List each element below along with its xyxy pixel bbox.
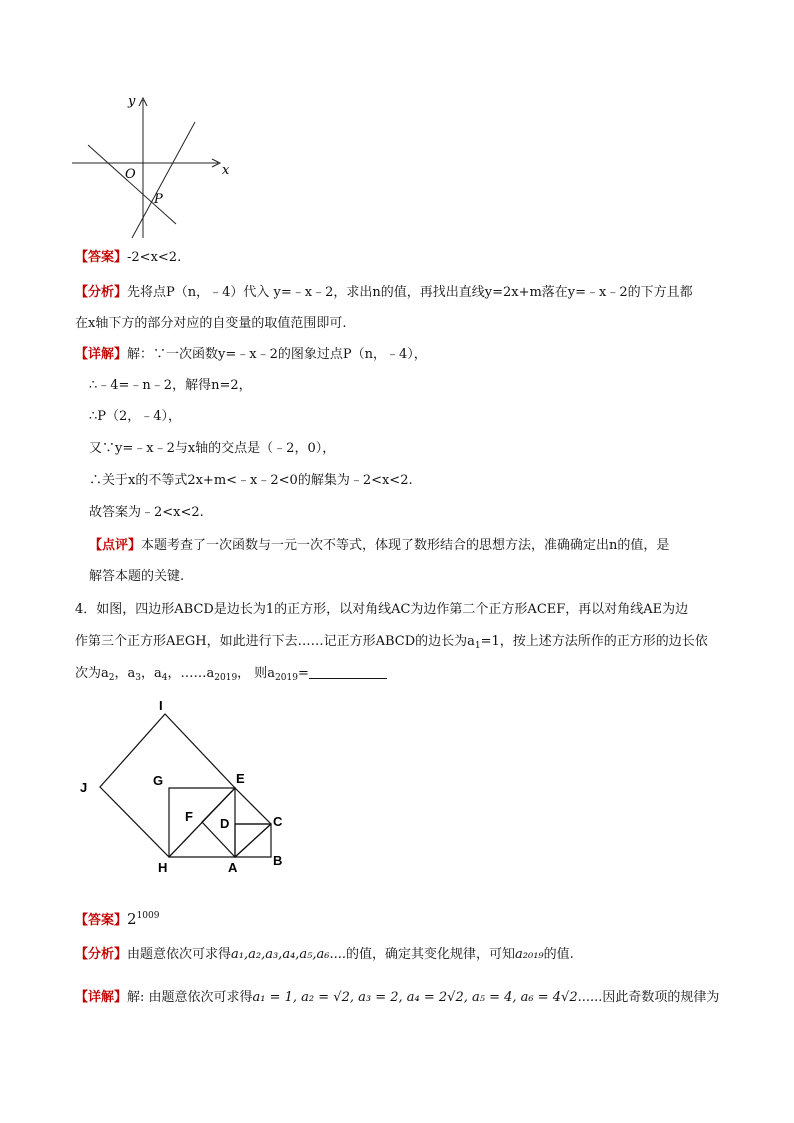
analysis-target: a₂₀₁₉ — [515, 947, 544, 962]
q4-seq-s3: 3 — [135, 673, 141, 683]
analysis-tag: 【分析】 — [75, 285, 128, 300]
analysis-post: 的值. — [543, 947, 574, 962]
origin-label: O — [125, 167, 136, 182]
q4-line2-post: =1，按上述方法所作的正方形的边长依 — [480, 634, 708, 649]
q4-seq-d: ，……a — [167, 666, 215, 681]
q4-seq-e: ， 则a — [237, 666, 276, 681]
q3-detail-line4: 又∵y=﹣x﹣2与x轴的交点是（﹣2，0）， — [89, 441, 336, 456]
label-c: C — [273, 814, 283, 829]
q3-detail-line2: ∴﹣4=﹣n﹣2，解得n=2， — [89, 378, 252, 393]
q4-question-line3 — [75, 664, 387, 688]
analysis-text-1: 先将点P（n，﹣4）代入 y=﹣x﹣2，求出n的值，再找出直线y=2x+m落在y=﹣x﹣2的下方且都 — [127, 285, 693, 300]
q4-seq-s4: 4 — [161, 673, 168, 683]
answer-tag: 【答案】 — [75, 250, 128, 265]
q3-detail-line6: 故答案为﹣2<x<2. — [89, 505, 204, 520]
q3-answer — [75, 248, 181, 268]
label-b: B — [273, 853, 283, 868]
q4-detail — [75, 988, 719, 1008]
q3-detail-line5: ∴关于x的不等式2x+m<﹣x﹣2<0的解集为﹣2<x<2. — [89, 473, 413, 488]
q4-question-line2 — [75, 632, 708, 656]
label-a: A — [228, 860, 238, 875]
detail-math: a₁ = 1, a₂ = √2, a₃ = 2, a₄ = 2√2, a₅ = 4, a₆ = 4√2...... — [252, 990, 603, 1005]
q4-seq-s2019b: 2019 — [275, 673, 298, 683]
q3-comment-line1 — [89, 536, 669, 556]
q3-detail-line1 — [75, 345, 427, 365]
point-p-label: P — [154, 192, 163, 207]
q3-comment-line2: 解答本题的关键. — [89, 569, 185, 584]
label-i: I — [159, 698, 163, 713]
q3-analysis-line2: 在x轴下方的部分对应的自变量的取值范围即可. — [75, 316, 347, 331]
comment-text-1: 本题考查了一次函数与一元一次不等式，体现了数形结合的思想方法，准确确定出n的值，是 — [141, 538, 670, 553]
label-d: D — [220, 816, 230, 831]
q4-answer — [75, 906, 159, 931]
q4-seq-f: = — [297, 666, 309, 681]
analysis-mid: 的值，确定其变化规律，可知 — [346, 947, 516, 962]
comment-tag: 【点评】 — [89, 538, 142, 553]
q3-detail-line3: ∴P（2，﹣4）， — [89, 409, 182, 424]
detail-tag: 【详解】 — [75, 990, 128, 1005]
detail-tag: 【详解】 — [75, 347, 128, 362]
analysis-tag: 【分析】 — [75, 947, 128, 962]
x-axis-label: x — [222, 163, 230, 178]
answer-tag: 【答案】 — [75, 913, 128, 928]
q4-analysis — [75, 945, 574, 965]
coordinate-graph-figure — [68, 92, 238, 242]
analysis-pre: 由题意依次可求得 — [127, 947, 232, 962]
analysis-sequence: a₁,a₂,a₃,a₄,a₅,a₆.... — [231, 947, 346, 962]
label-g: G — [153, 773, 164, 788]
q4-seq-a: 次为a — [75, 666, 109, 681]
q3-analysis-line1 — [75, 283, 693, 303]
q4-question-line1: 4．如图，四边形ABCD是边长为1的正方形，以对角线AC为边作第二个正方形ACEF，再以对角线AE为边 — [75, 602, 689, 617]
label-e: E — [236, 771, 245, 786]
label-f: F — [185, 809, 193, 824]
answer-text: -2<x<2. — [127, 250, 182, 265]
q4-line2-pre: 作第三个正方形AEGH，如此进行下去……记正方形ABCD的边长为a — [75, 634, 475, 649]
q4-seq-b: ，a — [114, 666, 136, 681]
q4-seq-s2: 2 — [108, 673, 115, 683]
answer-base: 2 — [127, 910, 137, 928]
answer-exponent: 1009 — [136, 911, 160, 921]
q4-line2-sub: 1 — [474, 641, 481, 651]
nested-squares-figure — [72, 698, 302, 880]
answer-blank[interactable] — [309, 664, 387, 679]
q4-seq-s2019: 2019 — [214, 673, 238, 683]
label-j: J — [80, 780, 88, 795]
detail-pre: 解: 由题意依次可求得 — [127, 990, 253, 1005]
q4-seq-c: ，a — [141, 666, 162, 681]
detail-post: 因此奇数项的规律为 — [602, 990, 720, 1005]
label-h: H — [158, 860, 168, 875]
y-axis-label: y — [128, 94, 136, 109]
detail-text-1: 解：∵一次函数y=﹣x﹣2的图象过点P（n，﹣4）， — [127, 347, 427, 362]
